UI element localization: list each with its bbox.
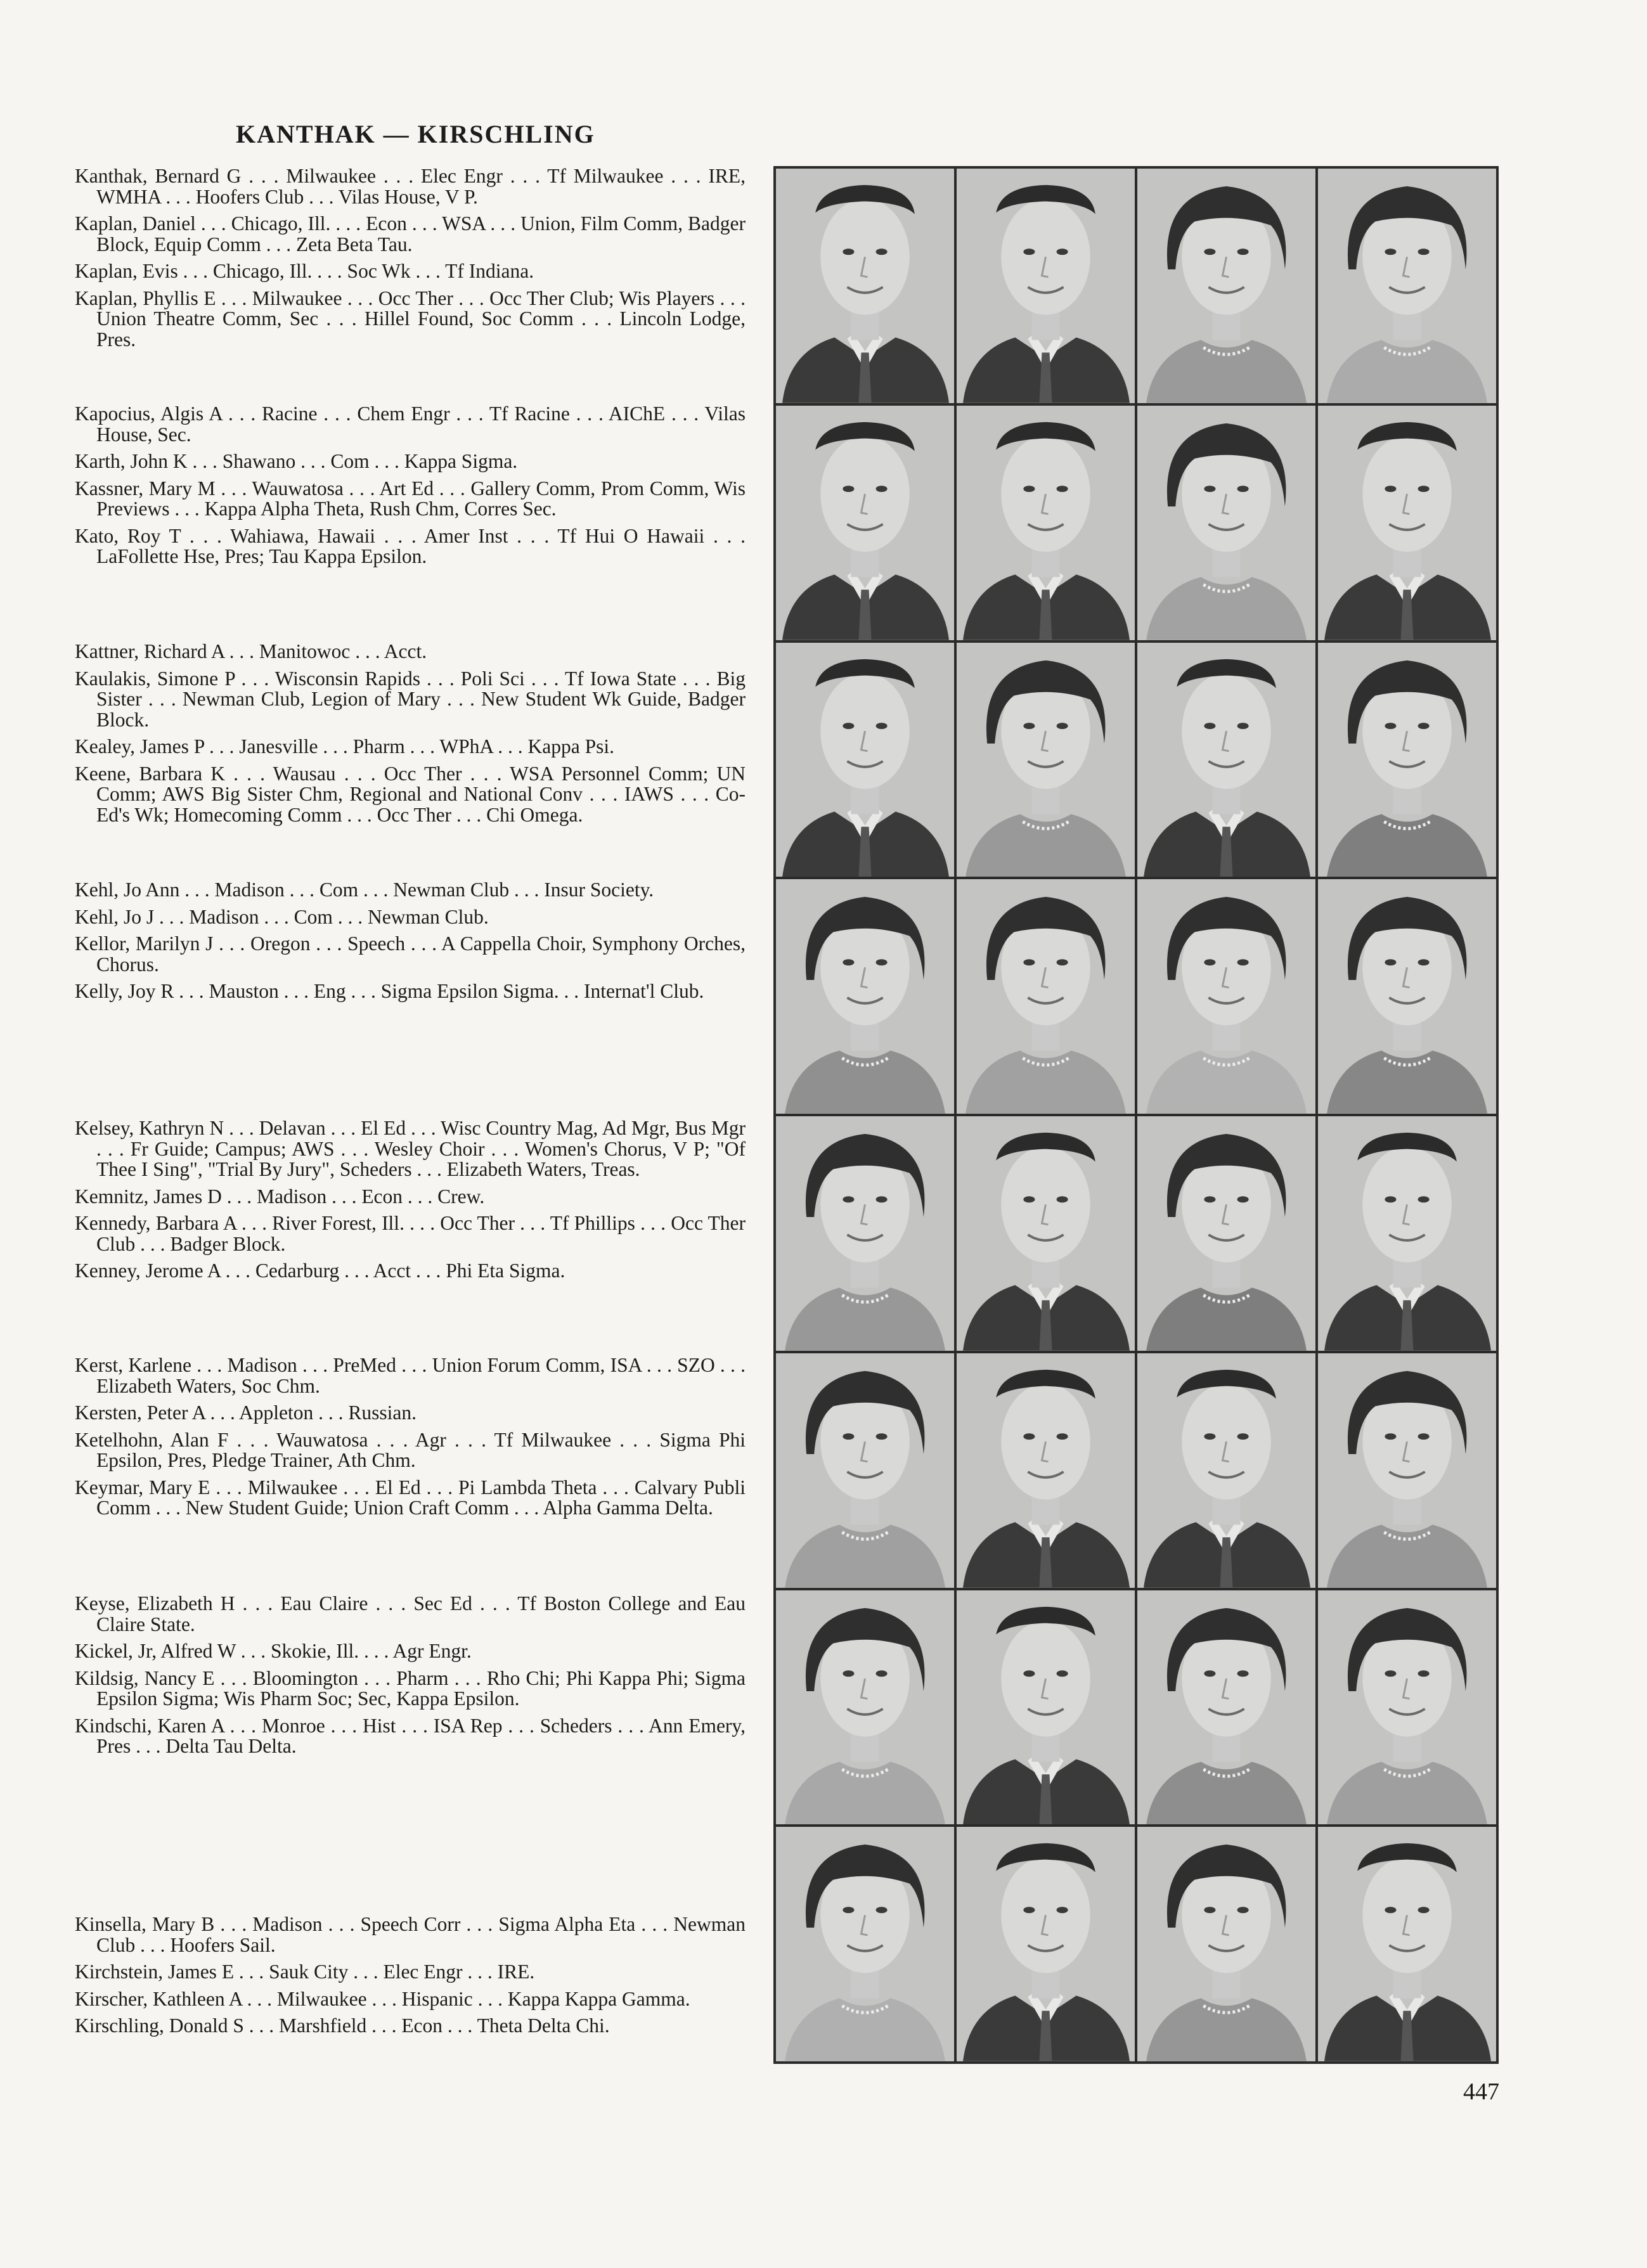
student-portrait [957, 643, 1135, 877]
student-entry: Kemnitz, James D . . . Madison . . . Econ . . . Crew. [75, 1185, 485, 1208]
entry-group [75, 1118, 746, 1288]
student-entry: Kassner, Mary M . . . Wauwatosa . . . Art Ed . . . Gallery Comm, Prom Comm, Wis Previews . . . Kappa Alpha Theta, Rush Chm, Corres Sec. [75, 477, 746, 520]
student-portrait [1137, 1353, 1315, 1588]
student-portrait [957, 1116, 1135, 1351]
portrait-icon [776, 1353, 954, 1588]
portrait-icon [776, 1116, 954, 1351]
student-entry: Karth, John K . . . Shawano . . . Com . . . Kappa Sigma. [75, 450, 518, 472]
student-portrait [1318, 1353, 1496, 1588]
student-entry: Kirscher, Kathleen A . . . Milwaukee . . . Hispanic . . . Kappa Kappa Gamma. [75, 1987, 690, 2010]
student-portrait [1137, 879, 1315, 1114]
student-portrait [776, 879, 954, 1114]
student-portrait [957, 879, 1135, 1114]
portrait-icon [776, 879, 954, 1114]
page-header: KANTHAK — KIRSCHLING [236, 120, 595, 148]
student-portrait [776, 1590, 954, 1825]
student-entry: Keene, Barbara K . . . Wausau . . . Occ Ther . . . WSA Personnel Comm; UN Comm; AWS Big Sister Chm, Regional and National Conv . . . IAWS . . . Co-Ed's Wk; Homecoming Comm . . . Occ Ther . . . Chi Omega. [75, 762, 746, 826]
student-portrait [1137, 1827, 1315, 2061]
portrait-icon [957, 1827, 1135, 2061]
student-entry: Kelsey, Kathryn N . . . Delavan . . . El Ed . . . Wisc Country Mag, Ad Mgr, Bus Mgr . . . Fr Guide; Campus; AWS . . . Wesley Choir . . . Women's Chorus, V P; "Of Thee I Sing", "Trial By Jury", Scheders . . . Elizabeth Waters, Treas. [75, 1117, 746, 1180]
portrait-icon [957, 406, 1135, 640]
student-entry: Kerst, Karlene . . . Madison . . . PreMed . . . Union Forum Comm, ISA . . . SZO . . . Elizabeth Waters, Soc Chm. [75, 1354, 746, 1397]
student-portrait [1318, 1827, 1496, 2061]
student-entry: Kapocius, Algis A . . . Racine . . . Chem Engr . . . Tf Racine . . . AIChE . . . Vilas House, Sec. [75, 403, 746, 446]
portrait-icon [957, 1590, 1135, 1825]
portrait-icon [1318, 1827, 1496, 2061]
student-entry: Kanthak, Bernard G . . . Milwaukee . . . Elec Engr . . . Tf Milwaukee . . . IRE, WMHA . . . Hoofers Club . . . Vilas House, V P. [75, 165, 746, 208]
portrait-icon [1318, 1590, 1496, 1825]
portrait-icon [1137, 1827, 1315, 2061]
student-portrait [1318, 879, 1496, 1114]
portrait-icon [957, 169, 1135, 403]
student-entry: Kellor, Marilyn J . . . Oregon . . . Speech . . . A Cappella Choir, Symphony Orches, Chorus. [75, 932, 746, 976]
portrait-icon [1137, 1590, 1315, 1825]
portrait-grid [773, 166, 1499, 2064]
student-portrait [957, 1590, 1135, 1825]
portrait-icon [1318, 643, 1496, 877]
student-entry: Kirschling, Donald S . . . Marshfield . . . Econ . . . Theta Delta Chi. [75, 2014, 610, 2037]
portrait-icon [776, 406, 954, 640]
portrait-icon [1137, 1116, 1315, 1351]
student-portrait [957, 169, 1135, 403]
student-entry: Kelly, Joy R . . . Mauston . . . Eng . . . Sigma Epsilon Sigma. . . Internat'l Club. [75, 980, 704, 1002]
student-portrait [1318, 1116, 1496, 1351]
portrait-icon [957, 879, 1135, 1114]
portrait-icon [957, 643, 1135, 877]
student-entry: Kennedy, Barbara A . . . River Forest, Ill. . . . Occ Ther . . . Tf Phillips . . . Occ Ther Club . . . Badger Block. [75, 1212, 746, 1255]
entry-group [75, 641, 746, 832]
student-entry: Kealey, James P . . . Janesville . . . Pharm . . . WPhA . . . Kappa Psi. [75, 735, 614, 757]
portrait-icon [1137, 169, 1315, 403]
student-entry: Kato, Roy T . . . Wahiawa, Hawaii . . . Amer Inst . . . Tf Hui O Hawaii . . . LaFollette Hse, Pres; Tau Kappa Epsilon. [75, 524, 746, 567]
student-portrait [1137, 1116, 1315, 1351]
portrait-icon [1318, 1116, 1496, 1351]
page-number: 447 [1463, 2078, 1499, 2105]
entry-group [75, 404, 746, 574]
student-portrait [1318, 1590, 1496, 1825]
student-entry: Kindschi, Karen A . . . Monroe . . . Hist . . . ISA Rep . . . Scheders . . . Ann Emery, Pres . . . Delta Tau Delta. [75, 1714, 746, 1757]
portrait-icon [1318, 1353, 1496, 1588]
student-portrait [1137, 643, 1315, 877]
student-entry: Kildsig, Nancy E . . . Bloomington . . . Pharm . . . Rho Chi; Phi Kappa Phi; Sigma Epsilon Sigma; Wis Pharm Soc; Sec, Kappa Epsilon. [75, 1666, 746, 1710]
portrait-icon [776, 1827, 954, 2061]
student-portrait [1318, 406, 1496, 640]
student-portrait [1137, 406, 1315, 640]
student-entry: Keymar, Mary E . . . Milwaukee . . . El Ed . . . Pi Lambda Theta . . . Calvary Publi Comm . . . New Student Guide; Union Craft Comm . . . Alpha Gamma Delta. [75, 1476, 746, 1519]
portrait-icon [776, 169, 954, 403]
portrait-icon [957, 1116, 1135, 1351]
portrait-icon [1318, 169, 1496, 403]
student-entry: Kaplan, Evis . . . Chicago, Ill. . . . Soc Wk . . . Tf Indiana. [75, 260, 534, 282]
entry-group [75, 166, 746, 356]
student-entry: Ketelhohn, Alan F . . . Wauwatosa . . . Agr . . . Tf Milwaukee . . . Sigma Phi Epsilon, Pres, Pledge Trainer, Ath Chm. [75, 1428, 746, 1471]
student-entry: Kirchstein, James E . . . Sauk City . . . Elec Engr . . . IRE. [75, 1961, 535, 1983]
student-entry: Kaulakis, Simone P . . . Wisconsin Rapids . . . Poli Sci . . . Tf Iowa State . . . Big Sister . . . Newman Club, Legion of Mary . . . New Student Wk Guide, Badger Block. [75, 667, 746, 731]
student-entry: Kinsella, Mary B . . . Madison . . . Speech Corr . . . Sigma Alpha Eta . . . Newman Club . . . Hoofers Sail. [75, 1913, 746, 1956]
student-portrait [1318, 169, 1496, 403]
entry-group [75, 1355, 746, 1525]
student-entry: Kaplan, Daniel . . . Chicago, Ill. . . . Econ . . . WSA . . . Union, Film Comm, Badger Block, Equip Comm . . . Zeta Beta Tau. [75, 212, 746, 255]
student-entry: Kehl, Jo J . . . Madison . . . Com . . . Newman Club. [75, 905, 489, 928]
student-entry: Kickel, Jr, Alfred W . . . Skokie, Ill. . . . Agr Engr. [75, 1640, 472, 1662]
student-portrait [776, 1353, 954, 1588]
student-portrait [1137, 169, 1315, 403]
entry-group [75, 880, 746, 1008]
student-entry: Kaplan, Phyllis E . . . Milwaukee . . . Occ Ther . . . Occ Ther Club; Wis Players . . . Union Theatre Comm, Sec . . . Hillel Found, Soc Comm . . . Lincoln Lodge, Pres. [75, 287, 746, 351]
portrait-icon [1318, 406, 1496, 640]
portrait-icon [1137, 1353, 1315, 1588]
student-portrait [776, 1116, 954, 1351]
student-portrait [957, 406, 1135, 640]
portrait-icon [1137, 643, 1315, 877]
portrait-icon [957, 1353, 1135, 1588]
student-entry: Keyse, Elizabeth H . . . Eau Claire . . . Sec Ed . . . Tf Boston College and Eau Claire State. [75, 1592, 746, 1635]
student-entry: Kattner, Richard A . . . Manitowoc . . . Acct. [75, 640, 427, 662]
student-portrait [957, 1827, 1135, 2061]
student-portrait [1318, 643, 1496, 877]
student-entry: Kehl, Jo Ann . . . Madison . . . Com . . . Newman Club . . . Insur Society. [75, 879, 654, 901]
student-portrait [776, 643, 954, 877]
portrait-icon [1137, 879, 1315, 1114]
portrait-icon [1137, 406, 1315, 640]
student-portrait [1137, 1590, 1315, 1825]
student-entry: Kersten, Peter A . . . Appleton . . . Russian. [75, 1401, 417, 1424]
portrait-icon [1318, 879, 1496, 1114]
student-portrait [776, 1827, 954, 2061]
portrait-icon [776, 1590, 954, 1825]
student-portrait [776, 406, 954, 640]
portrait-icon [776, 643, 954, 877]
student-portrait [776, 169, 954, 403]
student-portrait [957, 1353, 1135, 1588]
entry-group [75, 1594, 746, 1763]
entry-group [75, 1914, 746, 2043]
student-entry: Kenney, Jerome A . . . Cedarburg . . . Acct . . . Phi Eta Sigma. [75, 1260, 565, 1282]
